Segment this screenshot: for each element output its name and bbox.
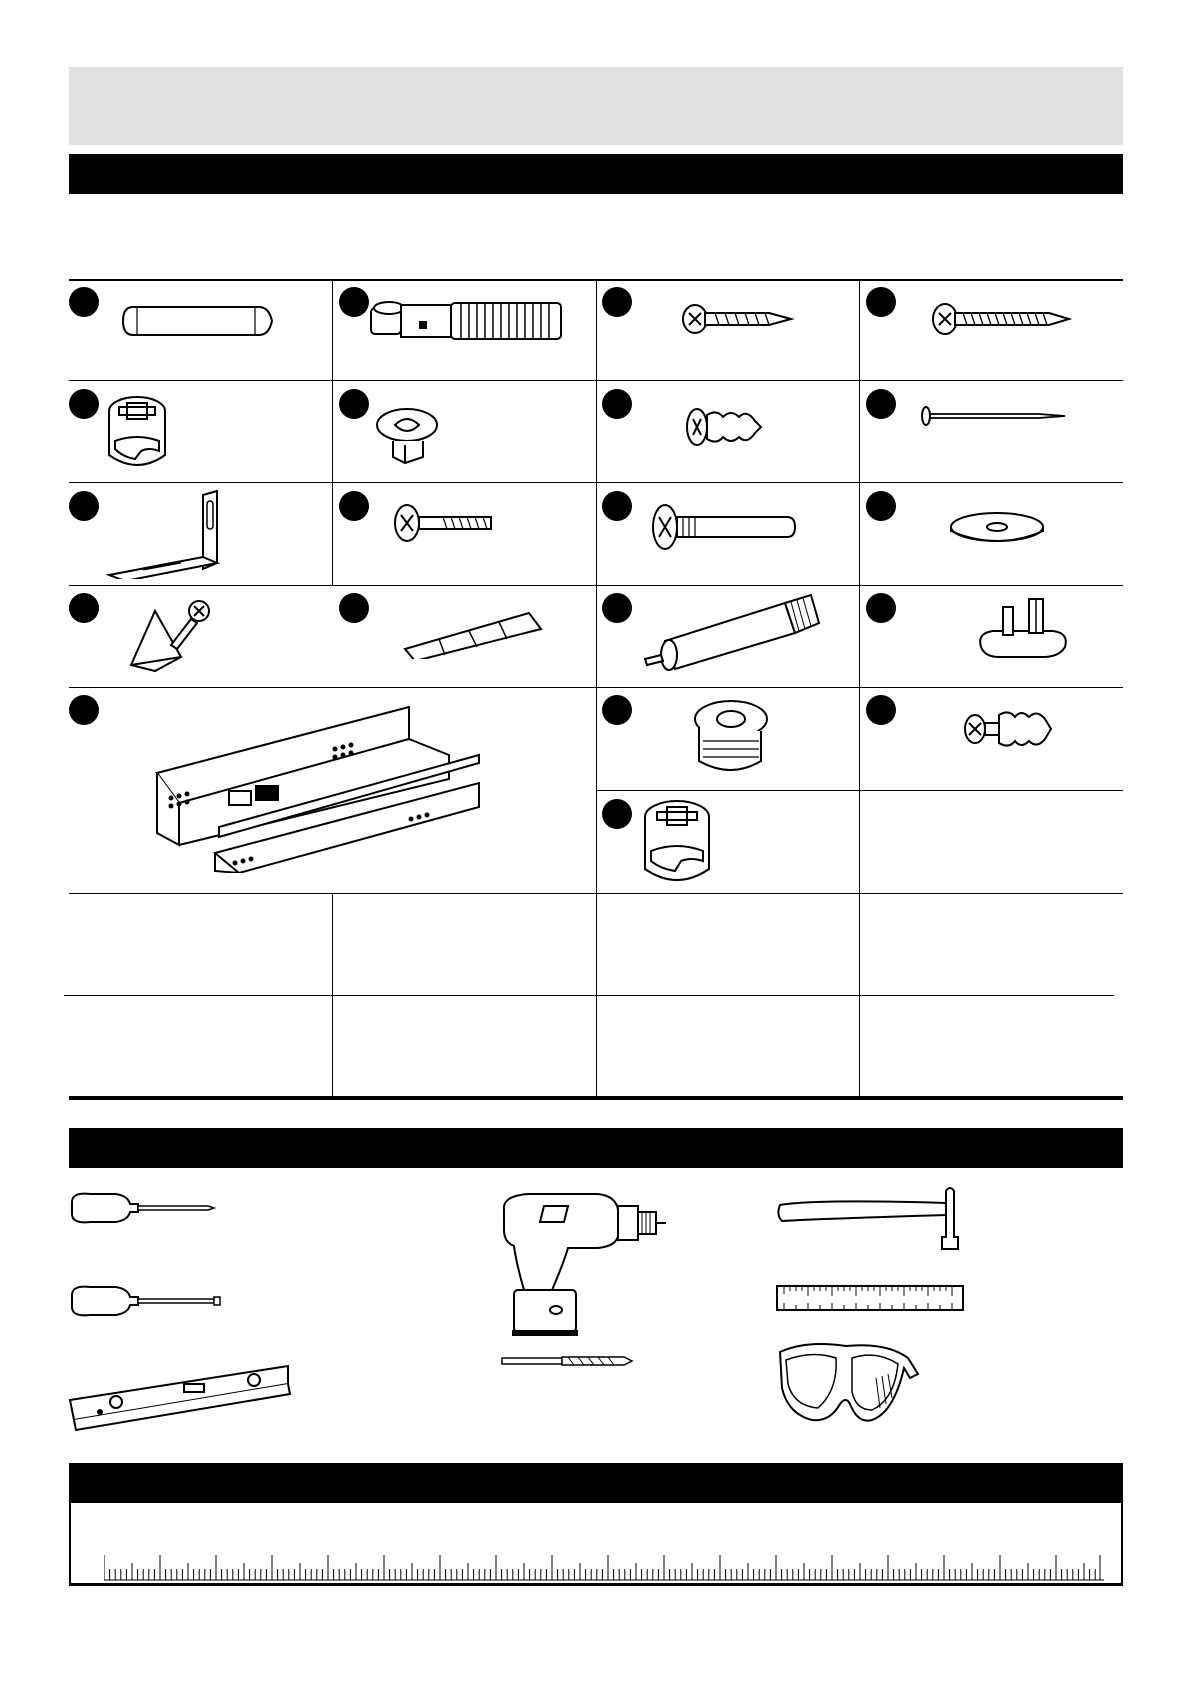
part-number-badge [69,695,99,725]
part-number-badge [339,491,369,521]
column-divider [332,279,333,585]
part-number-badge [69,287,99,317]
l-bracket-icon [103,489,263,579]
hammer-icon [776,1185,972,1253]
ruler-panel [69,1503,1123,1586]
part-number-badge [602,593,632,623]
part-number-badge [602,491,632,521]
washer-icon [947,509,1047,549]
part-number-badge [339,593,369,623]
cordless-drill-icon [498,1190,668,1340]
ruler-section-bar [69,1463,1123,1503]
fittings-table [69,279,1123,1101]
part-number-badge [339,287,369,317]
part-number-badge [602,287,632,317]
wooden-dowel-icon [119,299,279,344]
shelf-support-clip-icon [973,591,1073,661]
part-number-badge [69,491,99,521]
part-number-badge [866,695,896,725]
fittings-section-bar [69,154,1123,194]
flat-screwdriver-icon [68,1283,228,1323]
column-divider [332,893,333,1097]
nail-icon [919,404,1069,428]
wall-plug-anchor-icon [369,293,569,353]
part-number-badge [602,389,632,419]
corner-block-with-screw-icon [125,595,225,675]
part-number-badge [602,799,632,829]
column-divider [596,279,597,1097]
cam-housing-icon [689,691,779,781]
long-countersunk-screw-icon [929,299,1149,343]
part-number-badge [866,389,896,419]
phillips-screwdriver-icon [68,1190,218,1230]
spirit-level-icon [68,1364,294,1434]
part-number-badge [866,491,896,521]
centimeter-ruler-scale [104,1555,1104,1581]
safety-glasses-icon [776,1338,920,1428]
cam-lock-cover-icon [369,401,449,471]
drill-bit-icon [500,1353,634,1369]
pan-head-bolt-icon [391,499,501,549]
column-divider [859,279,860,1097]
cam-dowel-bolt-icon [961,701,1061,761]
part-number-badge [866,593,896,623]
part-number-badge [866,287,896,317]
tools-section-bar [69,1128,1123,1168]
cam-lock-large-icon [639,795,719,893]
measuring-ruler-icon [776,1285,964,1311]
part-number-badge [69,389,99,419]
cam-lock-icon [105,389,175,479]
part-number-badge [602,695,632,725]
connector-bolt-icon [649,497,799,557]
euro-screw-icon [683,399,773,459]
part-number-badge [339,389,369,419]
glue-tube-icon [635,589,825,679]
row-divider [64,995,1114,996]
wedge-shim-icon [399,599,549,659]
header-banner [69,67,1123,145]
short-countersunk-screw-icon [679,301,799,341]
drawer-runner-pair-icon [149,703,539,873]
part-number-badge [69,593,99,623]
